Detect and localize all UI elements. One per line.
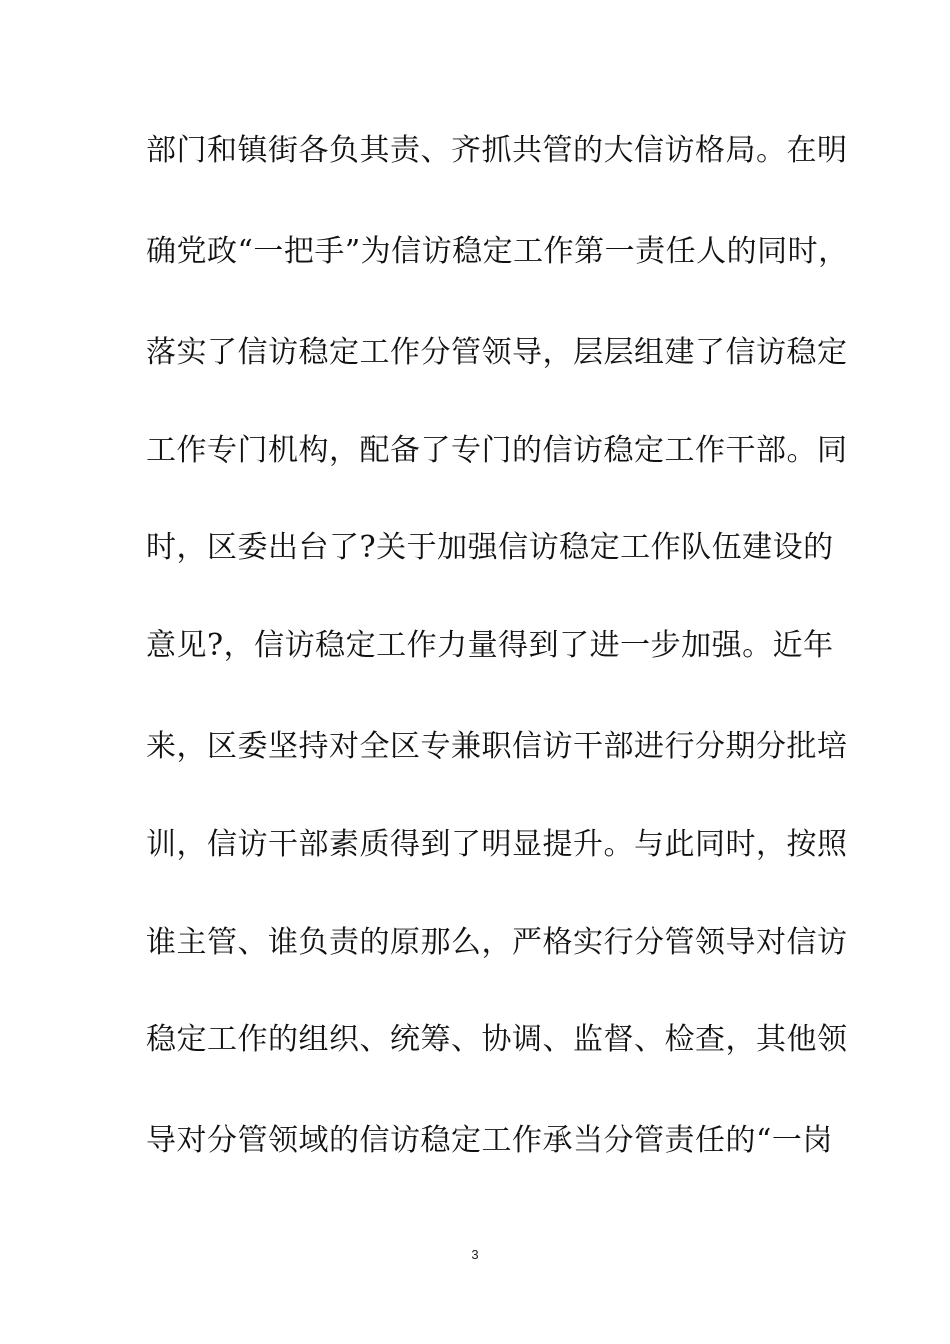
body-text-line: 导对分管领域的信访稳定工作承当分管责任的“一岗 xyxy=(146,1123,833,1158)
body-text-line: 工作专门机构，配备了专门的信访稳定工作干部。同 xyxy=(146,433,848,468)
body-text-line: 稳定工作的组织、统筹、协调、监督、检查，其他领 xyxy=(146,1022,848,1057)
body-text-line: 谁主管、谁负责的原那么，严格实行分管领导对信访 xyxy=(146,925,848,960)
body-text-line: 部门和镇街各负其责、齐抓共管的大信访格局。在明 xyxy=(146,133,848,168)
body-text-line: 来，区委坚持对全区专兼职信访干部进行分期分批培 xyxy=(146,729,848,764)
page-number: 3 xyxy=(471,1247,479,1262)
body-text-line: 时，区委出台了?关于加强信访稳定工作队伍建设的 xyxy=(146,530,834,565)
body-text-line: 确党政“一把手”为信访稳定工作第一责任人的同时， xyxy=(146,234,849,269)
body-text-line: 意见?，信访稳定工作力量得到了进一步加强。近年 xyxy=(146,628,834,663)
body-text-line: 落实了信访稳定工作分管领导，层层组建了信访稳定 xyxy=(146,335,848,370)
body-text-line: 训，信访干部素质得到了明显提升。与此同时，按照 xyxy=(146,827,848,862)
